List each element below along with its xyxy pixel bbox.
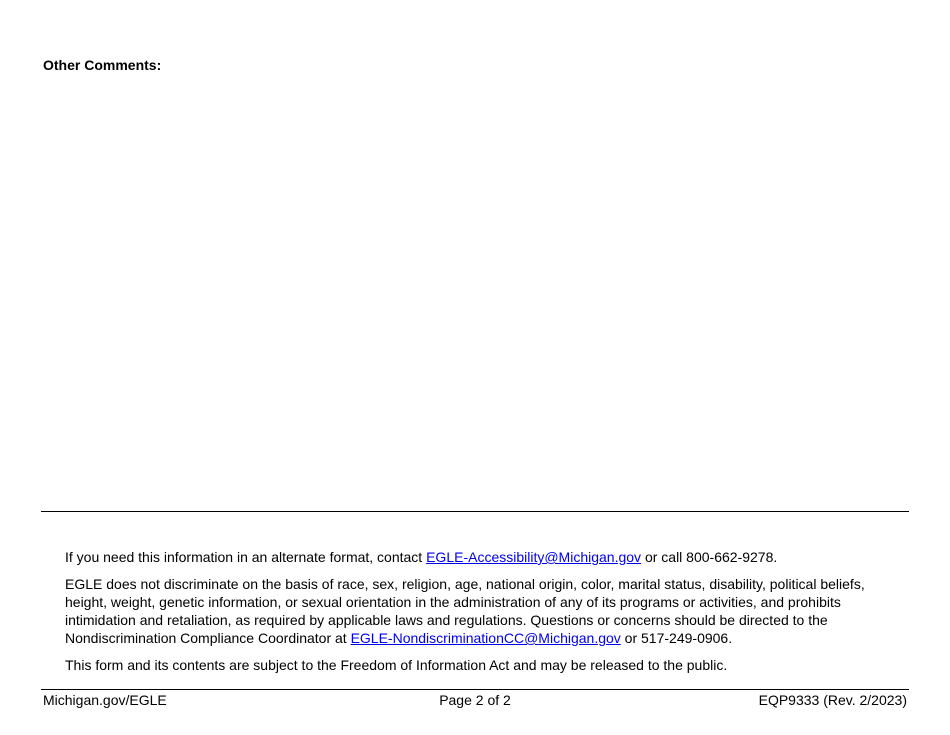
other-comments-label: Other Comments: — [43, 57, 162, 73]
section-divider — [41, 511, 909, 512]
foia-notice: This form and its contents are subject to the Freedom of Information Act and may be released to the public. — [65, 657, 728, 673]
footer-divider — [41, 689, 909, 690]
nondiscrimination-email-link[interactable]: EGLE-NondiscriminationCC@Michigan.gov — [350, 630, 621, 646]
footer-form-id: EQP9333 (Rev. 2/2023) — [758, 692, 907, 708]
alternate-format-text: If you need this information in an alternate format, contact — [65, 549, 427, 565]
alternate-format-notice — [65, 548, 905, 566]
nondiscrimination-notice — [65, 575, 905, 647]
alternate-format-phone: or call 800-662-9278. — [641, 549, 778, 565]
nondiscrimination-text: EGLE does not discriminate on the basis of race, sex, religion, age, national origin, color, marital status, disability, political beliefs, height, weight, genetic information, or sexual orientation in the administration of any of its programs or activities, and prohibits intimidation and retaliation, as required by applicable laws and regulations. Questions or concerns should be directed to the Nondiscrimination Compliance Coordinator at — [65, 576, 865, 646]
accessibility-email-link[interactable]: EGLE-Accessibility@Michigan.gov — [426, 549, 642, 565]
footer-page-number: Page 2 of 2 — [439, 692, 511, 708]
footer-website: Michigan.gov/EGLE — [43, 692, 167, 708]
nondiscrimination-phone: or 517-249-0906. — [620, 630, 733, 646]
